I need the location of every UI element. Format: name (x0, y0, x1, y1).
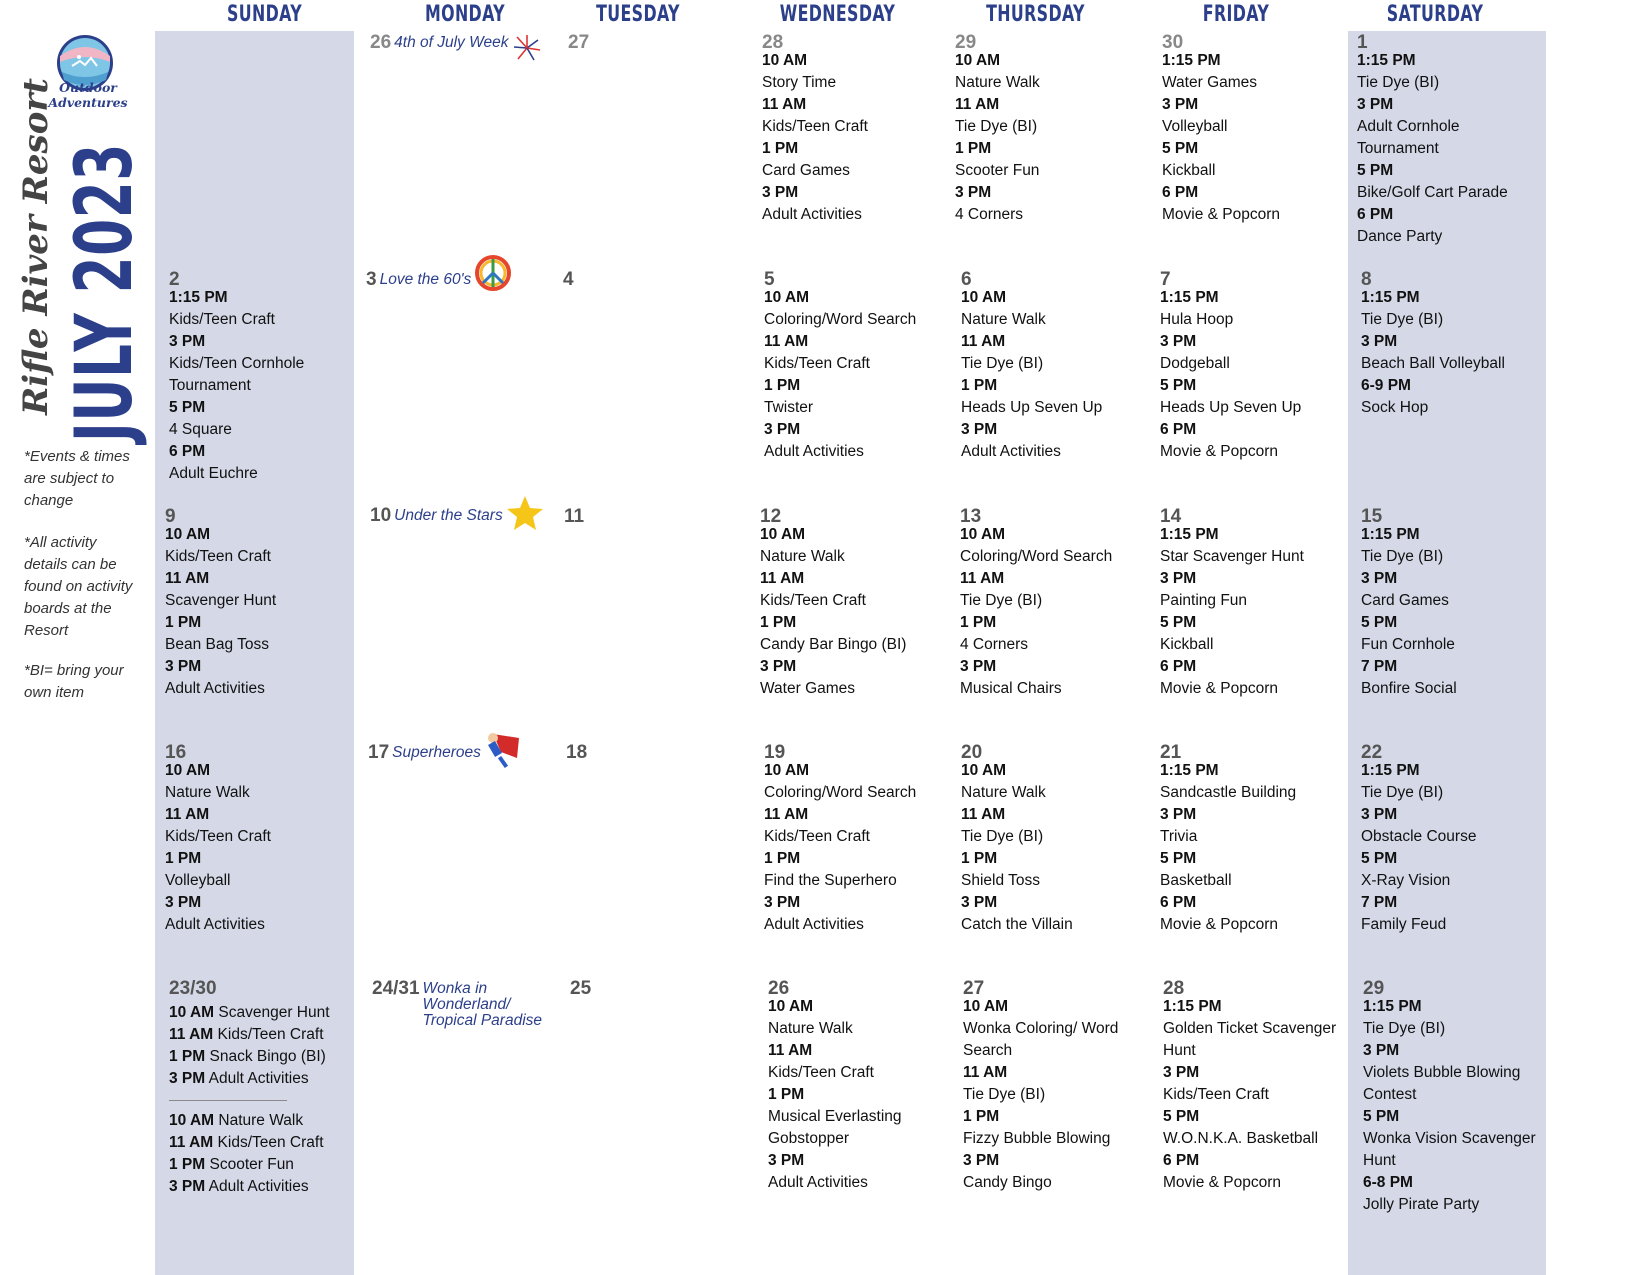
event-time: 3 PM (169, 1178, 206, 1195)
event-time: 3 PM (1160, 806, 1197, 823)
event-title: Tie Dye (BI) (1363, 1020, 1446, 1037)
day-number: 18 (566, 742, 588, 763)
event-line (169, 1068, 349, 1090)
event-time: 11 AM (960, 570, 1005, 587)
event-title: Family Feud (1361, 916, 1447, 933)
sunday-week3 (165, 506, 345, 700)
event-title: Fun Cornhole (1361, 636, 1455, 653)
event-time: 11 AM (764, 806, 809, 823)
note-activity-boards: *All activity details can be found on activity boards at the Resort (24, 534, 133, 639)
header-monday: MONDAY (424, 2, 506, 27)
month-title: JULY 2023 (60, 143, 150, 442)
sunday-week2 (169, 269, 349, 485)
event-title: Scavenger Hunt (218, 1004, 330, 1021)
event-title: Beach Ball Volleyball (1361, 355, 1505, 372)
header-friday: FRIDAY (1202, 2, 1270, 27)
day-number: 3 (366, 269, 377, 290)
event-title: W.O.N.K.A. Basketball (1163, 1130, 1319, 1147)
event-time: 5 PM (1160, 850, 1197, 867)
event-title: Adult Activities (208, 1178, 309, 1195)
monday-theme-week2 (366, 255, 511, 291)
event-time: 1:15 PM (1160, 762, 1219, 779)
event-line (169, 1176, 349, 1198)
event-title: Volleyball (165, 872, 231, 889)
event-title: Tie Dye (BI) (1361, 784, 1444, 801)
event-time: 3 PM (764, 894, 801, 911)
event-time: 5 PM (1357, 162, 1394, 179)
event-time: 6 PM (1160, 894, 1197, 911)
event-time: 3 PM (1163, 1064, 1200, 1081)
event-time: 5 PM (1361, 850, 1398, 867)
header-thursday: THURSDAY (986, 2, 1085, 27)
event-title: Coloring/Word Search (960, 548, 1113, 565)
event-title: Kids/Teen Craft (165, 828, 271, 845)
event-line (169, 1046, 349, 1068)
day-number: 23/30 (169, 978, 217, 999)
event-title: Heads Up Seven Up (1160, 399, 1302, 416)
day-number: 19 (764, 742, 786, 763)
event-title: Tie Dye (BI) (1357, 74, 1440, 91)
day-number: 8 (1361, 269, 1372, 290)
event-time: 1 PM (961, 377, 998, 394)
event-time: 3 PM (1162, 96, 1199, 113)
day-number: 24/31 (372, 978, 420, 999)
event-title: Golden Ticket Scavenger Hunt (1163, 1020, 1337, 1059)
day-number: 28 (1163, 978, 1185, 999)
event-time: 3 PM (762, 184, 799, 201)
event-time: 1 PM (764, 850, 801, 867)
header-wednesday: WEDNESDAY (779, 2, 896, 27)
saturday-week3 (1361, 506, 1541, 700)
event-time: 3 PM (1363, 1042, 1400, 1059)
event-time: 5 PM (169, 399, 206, 416)
event-title: Hula Hoop (1160, 311, 1234, 328)
event-title: Story Time (762, 74, 837, 91)
day-number: 27 (568, 32, 590, 53)
event-time: 6-8 PM (1363, 1174, 1413, 1191)
divider (169, 1100, 287, 1101)
event-time: 1 PM (169, 1156, 206, 1173)
event-title: Adult Cornhole Tournament (1357, 118, 1460, 157)
event-time: 1 PM (960, 614, 997, 631)
event-title: Nature Walk (760, 548, 845, 565)
event-title: Volleyball (1162, 118, 1228, 135)
event-title: Dance Party (1357, 228, 1443, 245)
event-title: Adult Activities (768, 1174, 868, 1191)
event-title: Catch the Villain (961, 916, 1073, 933)
event-time: 3 PM (963, 1152, 1000, 1169)
thursday-week4 (961, 742, 1126, 936)
event-time: 11 AM (169, 1134, 214, 1151)
event-time: 11 AM (768, 1042, 813, 1059)
event-title: Nature Walk (961, 784, 1046, 801)
event-title: Kids/Teen Craft (165, 548, 271, 565)
theme-label: Superheroes (392, 744, 481, 761)
event-title: Adult Activities (762, 206, 862, 223)
header-sunday: SUNDAY (226, 2, 303, 27)
friday-week2 (1160, 269, 1335, 463)
day-number: 11 (564, 506, 585, 527)
event-line (169, 1002, 349, 1024)
event-time: 10 AM (961, 762, 1007, 779)
event-title: Dodgeball (1160, 355, 1230, 372)
header-saturday: SATURDAY (1386, 2, 1484, 27)
event-time: 1 PM (768, 1086, 805, 1103)
event-title: Heads Up Seven Up (961, 399, 1103, 416)
tuesday-week3 (564, 506, 584, 529)
event-time: 11 AM (760, 570, 805, 587)
day-number: 29 (1363, 978, 1385, 999)
wednesday-week5 (768, 978, 938, 1194)
resort-title: Rifle River Resort (16, 78, 56, 415)
event-title: Star Scavenger Hunt (1160, 548, 1304, 565)
event-time: 10 AM (764, 289, 810, 306)
event-title: Candy Bingo (963, 1174, 1052, 1191)
day-number: 7 (1160, 269, 1171, 290)
event-title: Violets Bubble Blowing Contest (1363, 1064, 1521, 1103)
event-time: 3 PM (169, 1070, 206, 1087)
event-line (169, 1024, 349, 1046)
wednesday-week3 (760, 506, 930, 700)
fireworks-icon (510, 32, 544, 64)
event-time: 6 PM (1160, 658, 1197, 675)
event-title: Find the Superhero (764, 872, 897, 889)
event-time: 7 PM (1361, 894, 1398, 911)
event-time: 5 PM (1163, 1108, 1200, 1125)
wednesday-week2 (764, 269, 934, 463)
wednesday-week1 (762, 32, 932, 226)
tuesday-week5 (570, 978, 591, 1001)
event-title: Wonka Coloring/ Word Search (963, 1020, 1119, 1059)
event-title: Kids/Teen Craft (760, 592, 866, 609)
event-title: Coloring/Word Search (764, 784, 917, 801)
event-line (169, 1110, 349, 1132)
event-time: 10 AM (955, 52, 1001, 69)
event-time: 1:15 PM (169, 289, 228, 306)
thursday-week3 (960, 506, 1125, 700)
event-time: 6 PM (1357, 206, 1394, 223)
event-title: Kids/Teen Craft (768, 1064, 874, 1081)
event-time: 11 AM (169, 1026, 214, 1043)
event-title: Card Games (762, 162, 850, 179)
event-time: 5 PM (1162, 140, 1199, 157)
sunday-week5 (169, 978, 349, 1198)
event-title: Coloring/Word Search (764, 311, 917, 328)
day-number: 16 (165, 742, 187, 763)
monday-theme-week3 (370, 495, 544, 531)
event-title: Kids/Teen Craft (217, 1026, 324, 1043)
event-time: 10 AM (961, 289, 1007, 306)
event-time: 3 PM (760, 658, 797, 675)
event-time: 3 PM (961, 421, 998, 438)
event-title: Adult Activities (165, 916, 265, 933)
event-time: 3 PM (1361, 333, 1398, 350)
day-number: 22 (1361, 742, 1383, 763)
event-title: Musical Chairs (960, 680, 1062, 697)
event-time: 11 AM (165, 570, 210, 587)
event-title: Nature Walk (768, 1020, 853, 1037)
event-title: Scavenger Hunt (165, 592, 277, 609)
thursday-week5 (963, 978, 1128, 1194)
tuesday-week1 (568, 32, 589, 55)
event-title: Kids/Teen Craft (169, 311, 275, 328)
event-time: 11 AM (762, 96, 807, 113)
event-time: 1:15 PM (1160, 526, 1219, 543)
day-number: 30 (1162, 32, 1184, 53)
event-time: 6-9 PM (1361, 377, 1411, 394)
event-title: Twister (764, 399, 814, 416)
event-time: 10 AM (169, 1004, 215, 1021)
event-time: 3 PM (961, 894, 998, 911)
event-title: Kids/Teen Craft (764, 828, 870, 845)
event-title: Wonka Vision Scavenger Hunt (1363, 1130, 1536, 1169)
event-title: Card Games (1361, 592, 1449, 609)
day-number: 17 (368, 742, 390, 763)
day-number: 6 (961, 269, 972, 290)
day-number: 26 (768, 978, 790, 999)
thursday-week2 (961, 269, 1126, 463)
day-number: 21 (1160, 742, 1182, 763)
event-title: Tie Dye (BI) (1361, 311, 1444, 328)
tuesday-week2 (563, 269, 574, 292)
event-time: 10 AM (165, 526, 211, 543)
event-time: 3 PM (165, 658, 202, 675)
theme-label: 4th of July Week (394, 34, 509, 51)
event-title: Jolly Pirate Party (1363, 1196, 1480, 1213)
star-icon (506, 495, 544, 531)
event-time: 11 AM (764, 333, 809, 350)
event-title: Nature Walk (955, 74, 1040, 91)
event-title: Sock Hop (1361, 399, 1429, 416)
event-title: Scooter Fun (955, 162, 1040, 179)
day-number: 12 (760, 506, 782, 527)
day-number: 29 (955, 32, 977, 53)
event-time: 1 PM (764, 377, 801, 394)
event-title: Kids/Teen Craft (762, 118, 868, 135)
event-time: 3 PM (764, 421, 801, 438)
event-time: 5 PM (1160, 377, 1197, 394)
day-number: 5 (764, 269, 775, 290)
wednesday-week4 (764, 742, 934, 936)
event-title: Movie & Popcorn (1160, 680, 1279, 697)
event-title: Nature Walk (165, 784, 250, 801)
day-number: 2 (169, 269, 180, 290)
event-title: Kids/Teen Cornhole Tournament (169, 355, 305, 394)
event-title: Adult Euchre (169, 465, 258, 482)
event-time: 3 PM (169, 333, 206, 350)
event-title: Kickball (1162, 162, 1216, 179)
saturday-week2 (1361, 269, 1541, 419)
event-time: 11 AM (955, 96, 1000, 113)
event-time: 3 PM (768, 1152, 805, 1169)
event-time: 10 AM (768, 998, 814, 1015)
header-tuesday: TUESDAY (596, 2, 680, 27)
event-title: Tie Dye (BI) (963, 1086, 1046, 1103)
event-title: Musical Everlasting Gobstopper (768, 1108, 902, 1147)
event-time: 6 PM (1163, 1152, 1200, 1169)
friday-week3 (1160, 506, 1335, 700)
event-title: Kickball (1160, 636, 1214, 653)
theme-label: Under the Stars (394, 507, 503, 524)
event-title: 4 Square (169, 421, 232, 438)
event-time: 7 PM (1361, 658, 1398, 675)
event-time: 3 PM (1361, 806, 1398, 823)
note-subject-to-change: *Events & times are subject to change (24, 448, 130, 509)
event-time: 1:15 PM (1357, 52, 1416, 69)
sunday-week4 (165, 742, 345, 936)
event-title: Movie & Popcorn (1163, 1174, 1282, 1191)
event-time: 3 PM (955, 184, 992, 201)
event-time: 11 AM (961, 333, 1006, 350)
event-time: 1 PM (760, 614, 797, 631)
event-title: Adult Activities (961, 443, 1061, 460)
day-number: 15 (1361, 506, 1383, 527)
event-time: 10 AM (960, 526, 1006, 543)
day-number: 26 (370, 32, 392, 53)
friday-week1 (1162, 32, 1337, 226)
event-line (169, 1132, 349, 1154)
event-time: 1:15 PM (1160, 289, 1219, 306)
event-time: 1 PM (762, 140, 799, 157)
event-time: 1:15 PM (1163, 998, 1222, 1015)
event-time: 3 PM (1160, 333, 1197, 350)
event-title: Nature Walk (218, 1112, 304, 1129)
event-title: Bonfire Social (1361, 680, 1457, 697)
event-time: 1:15 PM (1162, 52, 1221, 69)
event-time: 6 PM (1160, 421, 1197, 438)
event-time: 1 PM (963, 1108, 1000, 1125)
monday-theme-week5 (372, 978, 553, 1029)
logo-text: Outdoor Adventures (48, 80, 128, 110)
day-number: 28 (762, 32, 784, 53)
event-time: 1:15 PM (1361, 762, 1420, 779)
event-time: 1:15 PM (1361, 289, 1420, 306)
event-title: Movie & Popcorn (1162, 206, 1281, 223)
theme-label: Love the 60's (379, 271, 472, 288)
event-title: Bean Bag Toss (165, 636, 269, 653)
event-title: Basketball (1160, 872, 1232, 889)
note-bring-your-own: *BI= bring your own item (24, 662, 124, 701)
event-title: Water Games (760, 680, 856, 697)
event-time: 5 PM (1363, 1108, 1400, 1125)
event-title: Kids/Teen Craft (1163, 1086, 1269, 1103)
event-time: 3 PM (1357, 96, 1394, 113)
event-time: 1 PM (165, 850, 202, 867)
event-title: Movie & Popcorn (1160, 443, 1279, 460)
event-title: Sandcastle Building (1160, 784, 1297, 801)
event-title: Tie Dye (BI) (1361, 548, 1444, 565)
day-number: 14 (1160, 506, 1182, 527)
event-title: Tie Dye (BI) (961, 828, 1044, 845)
event-title: Adult Activities (208, 1070, 309, 1087)
day-number: 20 (961, 742, 983, 763)
event-title: 4 Corners (955, 206, 1024, 223)
event-time: 3 PM (1361, 570, 1398, 587)
event-title: Painting Fun (1160, 592, 1248, 609)
saturday-week5 (1363, 978, 1543, 1216)
event-time: 1 PM (169, 1048, 206, 1065)
event-title: Tie Dye (BI) (961, 355, 1044, 372)
superhero-icon (483, 728, 523, 770)
event-title: Adult Activities (764, 916, 864, 933)
event-title: Shield Toss (961, 872, 1040, 889)
event-time: 10 AM (764, 762, 810, 779)
day-number: 9 (165, 506, 176, 527)
saturday-week1 (1357, 32, 1537, 248)
event-title: Scooter Fun (209, 1156, 294, 1173)
friday-week5 (1163, 978, 1338, 1194)
peace-sign-icon (475, 255, 511, 291)
event-title: X-Ray Vision (1361, 872, 1451, 889)
event-title: Trivia (1160, 828, 1198, 845)
event-time: 3 PM (1160, 570, 1197, 587)
event-time: 3 PM (960, 658, 997, 675)
day-number: 27 (963, 978, 985, 999)
event-time: 5 PM (1160, 614, 1197, 631)
day-number: 13 (960, 506, 982, 527)
event-time: 11 AM (961, 806, 1006, 823)
saturday-week4 (1361, 742, 1541, 936)
event-title: Nature Walk (961, 311, 1046, 328)
event-title: Fizzy Bubble Blowing (963, 1130, 1111, 1147)
event-title: Adult Activities (165, 680, 265, 697)
event-time: 5 PM (1361, 614, 1398, 631)
event-title: Kids/Teen Craft (217, 1134, 324, 1151)
event-time: 11 AM (963, 1064, 1008, 1081)
day-number: 4 (563, 269, 574, 290)
event-title: Obstacle Course (1361, 828, 1477, 845)
event-time: 1 PM (955, 140, 992, 157)
friday-week4 (1160, 742, 1335, 936)
event-title: Bike/Golf Cart Parade (1357, 184, 1508, 201)
tuesday-week4 (566, 742, 587, 765)
event-title: Adult Activities (764, 443, 864, 460)
day-number: 10 (370, 505, 392, 526)
event-title: Snack Bingo (BI) (209, 1048, 326, 1065)
event-time: 6 PM (1162, 184, 1199, 201)
event-time: 10 AM (169, 1112, 215, 1129)
theme-label: Wonka in Wonderland/ Tropical Paradise (422, 980, 543, 1029)
event-time: 11 AM (165, 806, 210, 823)
event-line (169, 1154, 349, 1176)
event-time: 10 AM (165, 762, 211, 779)
event-time: 10 AM (760, 526, 806, 543)
event-time: 1:15 PM (1361, 526, 1420, 543)
event-title: Tie Dye (BI) (960, 592, 1043, 609)
event-time: 1 PM (961, 850, 998, 867)
event-title: Candy Bar Bingo (BI) (760, 636, 907, 653)
thursday-week1 (955, 32, 1120, 226)
event-time: 3 PM (165, 894, 202, 911)
event-time: 10 AM (963, 998, 1009, 1015)
event-title: Movie & Popcorn (1160, 916, 1279, 933)
event-title: Kids/Teen Craft (764, 355, 870, 372)
event-time: 10 AM (762, 52, 808, 69)
event-title: 4 Corners (960, 636, 1029, 653)
day-number: 25 (570, 978, 592, 999)
monday-theme-week4 (368, 728, 523, 770)
event-time: 1 PM (165, 614, 202, 631)
monday-theme-week1 (370, 32, 544, 64)
event-title: Tie Dye (BI) (955, 118, 1038, 135)
event-time: 6 PM (169, 443, 206, 460)
day-number: 1 (1357, 32, 1368, 53)
event-title: Water Games (1162, 74, 1258, 91)
event-time: 1:15 PM (1363, 998, 1422, 1015)
